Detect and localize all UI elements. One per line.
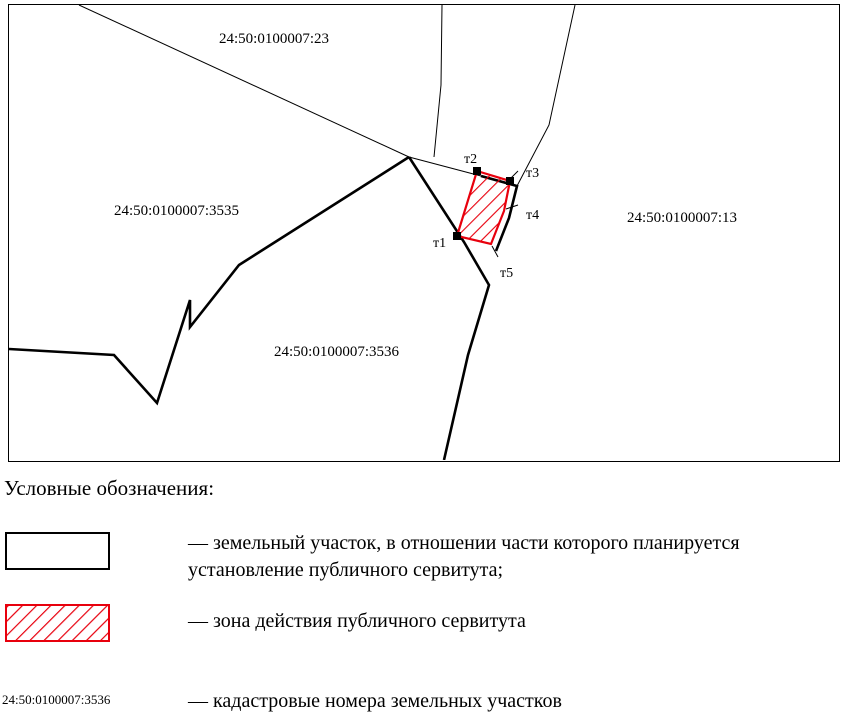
point-label-t4: т4 (526, 208, 540, 223)
legend-swatch-land-plot (5, 532, 110, 570)
point-label-t2: т2 (464, 152, 478, 167)
thick-boundary-lines (9, 157, 517, 460)
map-drawing (9, 5, 838, 460)
vertex-t1 (453, 232, 461, 240)
vertex-t3 (506, 177, 514, 185)
legend-item-servitude-zone: — зона действия публичного сервитута (188, 610, 526, 632)
map-panel (8, 4, 840, 462)
parcel-label-24-50-0100007-3535: 24:50:0100007:3535 (114, 203, 240, 219)
vertex-t2 (473, 167, 481, 175)
parcel-label-24-50-0100007-3536: 24:50:0100007:3536 (274, 344, 400, 360)
legend-swatch-servitude-zone (5, 604, 110, 642)
point-label-t3: т3 (526, 166, 540, 181)
legend-title: Условные обозначения: (4, 476, 215, 500)
point-label-t1: т1 (433, 236, 447, 251)
point-label-t5: т5 (500, 266, 514, 281)
legend-item-land-plot: — земельный участок, в отношении части которого планируется установление публичного сервитута; (188, 532, 740, 581)
parcel-label-24-50-0100007-13: 24:50:0100007:13 (627, 210, 738, 226)
legend-hatch-pattern (7, 606, 108, 640)
parcel-label-24-50-0100007-23: 24:50:0100007:23 (219, 31, 330, 47)
legend-item-cadastral-numbers: — кадастровые номера земельных участков (188, 690, 562, 712)
legend-sample-cadastral-number: 24:50:0100007:3536 (2, 692, 111, 707)
